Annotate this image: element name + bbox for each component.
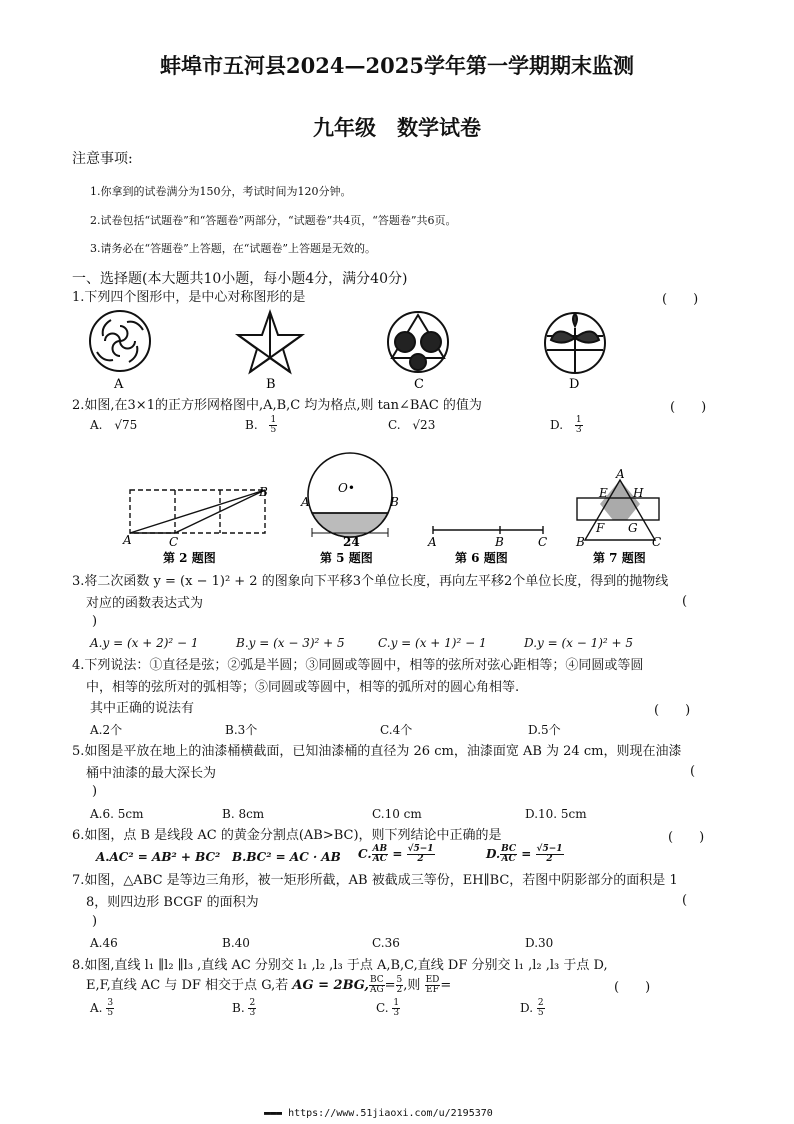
q6-option-d: D. $\frac{BC}{AC}$ = $\frac{√5-1}{2}$	[486, 844, 563, 864]
fig7-label-f: F	[596, 521, 605, 535]
section-heading: 一、选择题(本大题共10小题，每小题4分，满分40分)	[72, 271, 408, 287]
notice-item-3: 3.请务必在“答题卷”上答题，在“试题卷”上答题是无效的。	[90, 242, 376, 255]
q7-option-a: A.46	[90, 936, 118, 950]
q4-stem-line2: 中，相等的弦所对的弧相等；⑤同圆或等圆中，相等的弧所对的圆心角相等.	[86, 680, 520, 695]
q6-option-a: A.AC² = AB² + BC²	[96, 850, 221, 864]
q6-option-b: B.BC² = AC · AB	[232, 850, 341, 864]
fig5-label-o: O•	[338, 481, 355, 495]
fig2-label-c: C	[169, 535, 179, 549]
q8-option-d: D. $\frac{2}{5}$	[520, 998, 544, 1018]
q3-option-a: A.y = (x + 2)² − 1	[90, 636, 199, 650]
q3-option-c: C.y = (x + 1)² − 1	[378, 636, 487, 650]
q8-stem-line1: 8.如图,直线 l₁ ∥l₂ ∥l₃ ,直线 AC 分别交 l₁ ,l₂ ,l₃ 于点 A,B,C,直线 DF 分别交 l₁ ,l₂ ,l₃ 于点 D,	[72, 958, 608, 973]
q6-stem: 6.如图，点 B 是线段 AC 的黄金分割点(AB>BC)，则下列结论中正确的是	[72, 828, 502, 843]
q5-option-d: D.10. 5cm	[525, 807, 587, 821]
fig5-label-24: 24	[343, 535, 360, 549]
q2-option-d-fraction: $\frac{1}{3}$	[575, 415, 582, 435]
q5-stem-line1: 5.如图是平放在地上的油漆桶横截面，已知油漆桶的直径为 26 cm，油漆面宽 AB 为 24 cm，则现在油漆	[72, 744, 682, 759]
q4-answer-paren: ( )	[654, 703, 691, 718]
q1-label-c: C	[414, 377, 424, 392]
notice-heading: 注意事项:	[72, 151, 133, 167]
q6-answer-paren: ( )	[668, 830, 705, 845]
q5-option-a: A.6. 5cm	[90, 807, 144, 821]
q4-stem-line3: 其中正确的说法有	[90, 701, 195, 716]
q8-option-a: A. $\frac{3}{5}$	[90, 998, 114, 1018]
fig7-label-b: B	[576, 535, 585, 549]
q3-answer-paren-open: (	[682, 594, 688, 609]
q1-figure-a	[90, 311, 150, 371]
q1-label-d: D	[569, 377, 580, 392]
paper-title: 蚌埠市五河县2024—2025学年第一学期期末监测	[160, 53, 634, 78]
footer-url[interactable]: ▬▬▬ https://www.51jiaoxi.com/u/2195370	[264, 1108, 493, 1119]
fig7-drawing	[577, 480, 659, 540]
fig7-label-a: A	[616, 467, 625, 481]
fig6-caption: 第 6 题图	[455, 551, 508, 565]
q3-option-d: D.y = (x − 1)² + 5	[524, 636, 634, 650]
q7-stem-line2: 8，则四边形 BCGF 的面积为	[86, 895, 259, 910]
q2-option-b-fraction: $\frac{1}{5}$	[270, 415, 277, 435]
q4-option-d: D.5个	[528, 723, 561, 737]
q5-option-b: B. 8cm	[222, 807, 265, 821]
fig6-label-a: A	[428, 535, 437, 549]
q8-answer-paren: ( )	[614, 980, 651, 995]
fig2-grid	[130, 490, 265, 533]
fig7-label-h: H	[633, 486, 644, 500]
fig7-label-g: G	[628, 521, 638, 535]
fig2-label-b: B	[259, 485, 268, 499]
q5-option-c: C.10 cm	[372, 807, 422, 821]
q2-option-a-label: A.	[90, 418, 103, 432]
notice-item-2: 2.试卷包括“试题卷”和“答题卷”两部分，“试题卷”共4页，“答题卷”共6页。	[90, 214, 457, 227]
q1-figure-b	[238, 312, 302, 372]
fig7-label-c: C	[652, 535, 662, 549]
q4-option-a: A.2个	[90, 723, 123, 737]
q1-answer-paren: ( )	[662, 292, 699, 307]
fig6-label-c: C	[538, 535, 548, 549]
q8-option-c: C. $\frac{1}{3}$	[376, 998, 400, 1018]
q2-option-b-label: B.	[245, 418, 258, 432]
q1-label-b: B	[266, 377, 276, 392]
fig6-label-b: B	[495, 535, 504, 549]
fig5-caption: 第 5 题图	[320, 551, 373, 565]
figures-row	[115, 440, 675, 570]
q2-stem: 2.如图,在3×1的正方形网格图中,A,B,C 均为格点,则 tan∠BAC 的值为	[72, 398, 482, 413]
q1-label-a: A	[114, 377, 124, 392]
q7-answer-paren-close: )	[92, 914, 98, 929]
notice-item-1: 1.你拿到的试卷满分为150分，考试时间为120分钟。	[90, 185, 352, 198]
q2-option-a-value: √75	[114, 418, 138, 432]
q3-stem-line2: 对应的函数表达式为	[86, 596, 204, 611]
fig5-drawing	[308, 453, 392, 537]
fig5-label-a: A	[301, 495, 310, 509]
q2-option-c-label: C.	[388, 418, 401, 432]
paper-subtitle: 九年级 数学试卷	[313, 115, 481, 140]
fig7-caption: 第 7 题图	[593, 551, 646, 565]
q1-figures	[85, 308, 625, 393]
fig5-label-b: B	[390, 495, 399, 509]
fig6-segment	[433, 526, 543, 534]
q8-option-b: B. $\frac{2}{3}$	[232, 998, 256, 1018]
q7-option-b: B.40	[222, 936, 250, 950]
q5-stem-line2: 桶中油漆的最大深长为	[86, 766, 217, 781]
q2-answer-paren: ( )	[670, 400, 707, 415]
q4-stem-line1: 4.下列说法：①直径是弦；②弧是半圆；③同圆或等圆中，相等的弦所对弦心距相等；④同圆或等圆	[72, 658, 644, 673]
q3-stem-line1: 3.将二次函数 y = (x − 1)² + 2 的图象向下平移3个单位长度，再向左平移2个单位长度，得到的抛物线	[72, 574, 669, 589]
q7-answer-paren-open: (	[682, 893, 688, 908]
q7-option-d: D.30	[525, 936, 554, 950]
q6-option-c: C. $\frac{AB}{AC}$ = $\frac{√5-1}{2}$	[358, 844, 434, 864]
q5-answer-paren-open: (	[690, 764, 696, 779]
q1-figure-d	[545, 313, 605, 373]
q2-option-d-label: D.	[550, 418, 564, 432]
q1-stem: 1.下列四个图形中，是中心对称图形的是	[72, 290, 306, 305]
q7-option-c: C.36	[372, 936, 400, 950]
fig7-label-e: E	[599, 486, 608, 500]
q4-option-c: C.4个	[380, 723, 413, 737]
q8-stem-line2: E,F,直线 AC 与 DF 相交于点 G,若 AG = 2BG, $\frac{BC}{AG}$ = $\frac{5}{2}$ ,则 $\frac{ED}{EF}$ =	[86, 975, 452, 995]
q3-option-b: B.y = (x − 3)² + 5	[236, 636, 345, 650]
q1-figure-c	[388, 312, 448, 372]
q2-option-c-value: √23	[412, 418, 436, 432]
fig2-caption: 第 2 题图	[163, 551, 216, 565]
fig2-label-a: A	[123, 533, 132, 547]
q4-option-b: B.3个	[225, 723, 258, 737]
q3-answer-paren-close: )	[92, 614, 98, 629]
q5-answer-paren-close: )	[92, 784, 98, 799]
q7-stem-line1: 7.如图，△ABC 是等边三角形，被一矩形所截，AB 被截成三等份，EH∥BC，若图中阴影部分的面积是 1	[72, 873, 678, 888]
